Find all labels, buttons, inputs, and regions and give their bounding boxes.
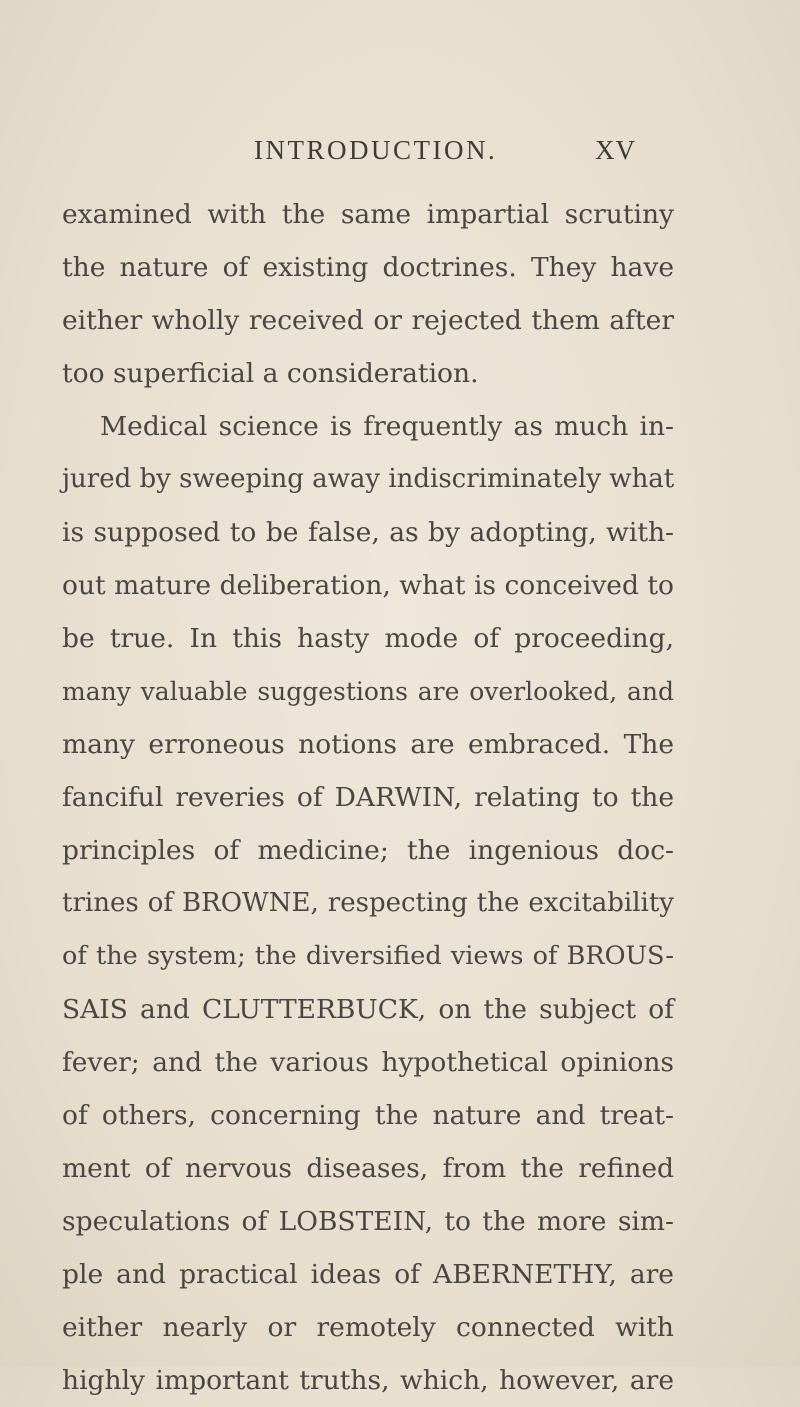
text-line: Medical science is frequently as much in- — [100, 411, 674, 442]
text-line: be true. In this hasty mode of proceeding, — [62, 623, 674, 654]
text-line: fanciful reveries of DARWIN, relating to the — [62, 782, 674, 813]
text-line: examined with the same impartial scrutiny — [62, 199, 674, 230]
text-line: speculations of LOBSTEIN, to the more sim- — [62, 1206, 674, 1237]
text-line: either wholly received or rejected them after — [62, 305, 674, 336]
body-text — [62, 188, 674, 1407]
text-line: of others, concerning the nature and treat- — [62, 1100, 674, 1131]
text-line: the nature of existing doctrines. They have — [62, 252, 674, 283]
text-line: too superficial a consideration. — [62, 358, 479, 389]
running-head — [0, 135, 800, 175]
text-line: highly important truths, which, however, are — [62, 1365, 674, 1396]
text-line: principles of medicine; the ingenious doc- — [62, 835, 674, 866]
text-line: is supposed to be false, as by adopting, with- — [62, 517, 674, 548]
text-line: many erroneous notions are embraced. The — [62, 729, 674, 760]
text-line: either nearly or remotely connected with — [62, 1312, 674, 1343]
text-line: many valuable suggestions are overlooked, and — [62, 677, 674, 706]
text-line: fever; and the various hypothetical opinions — [62, 1047, 674, 1078]
page-number: XV — [595, 135, 636, 165]
text-line: trines of BROWNE, respecting the excitability — [62, 888, 674, 918]
text-line: jured by sweeping away indiscriminately what — [62, 464, 675, 494]
text-line: of the system; the diversified views of BROUS- — [62, 941, 674, 971]
text-line: ment of nervous diseases, from the refined — [62, 1153, 674, 1184]
running-title: INTRODUCTION. — [254, 135, 498, 165]
text-line: out mature deliberation, what is conceived to — [62, 570, 674, 601]
text-line: SAIS and CLUTTERBUCK, on the subject of — [62, 994, 674, 1025]
text-line: ple and practical ideas of ABERNETHY, are — [62, 1259, 674, 1290]
